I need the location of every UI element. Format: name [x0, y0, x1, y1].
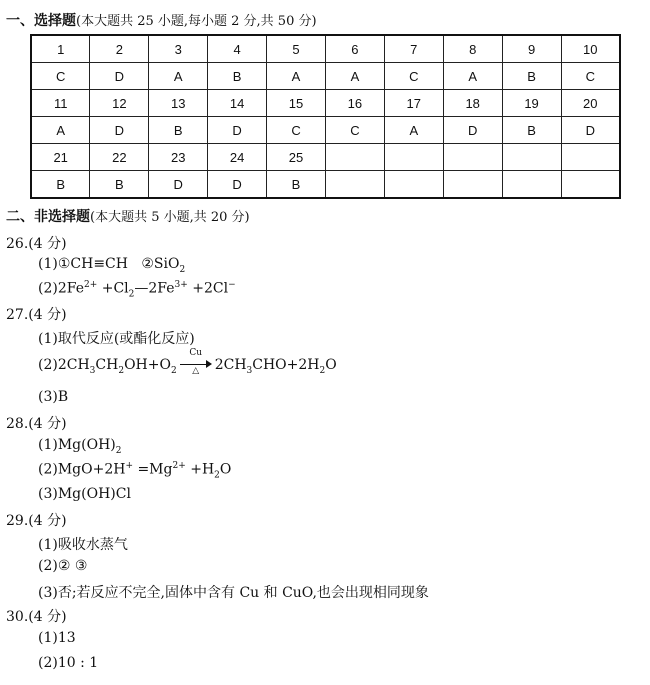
question-number-row: [31, 35, 620, 63]
q26-part2: [38, 280, 236, 299]
answer-cell: A: [267, 63, 326, 90]
q26-p2-b: +Cl: [97, 280, 129, 297]
question-number-cell: 12: [90, 90, 149, 117]
section-1-heading: 一、选择题: [6, 13, 76, 29]
answer-cell: C: [561, 63, 620, 90]
answer-cell: D: [443, 117, 502, 144]
q27-p2-e-sub: 2: [319, 365, 326, 376]
question-number-cell: 20: [561, 90, 620, 117]
question-number-cell: 9: [502, 35, 561, 63]
question-number-cell: 3: [149, 35, 208, 63]
q27-p2-b: CH: [95, 357, 119, 373]
answer-table: [30, 34, 621, 199]
q27-p2-e: CHO+2H: [252, 357, 320, 373]
q28-p1-a-sub: 2: [115, 445, 122, 456]
answer-cell: B: [149, 117, 208, 144]
q30-part1: (1)13: [38, 630, 76, 646]
q26-p2-c-sup: 3+: [174, 280, 188, 290]
question-number-cell: [502, 144, 561, 171]
q28-part2: [38, 461, 231, 480]
q26-p2-a-sup: 2+: [83, 280, 98, 290]
question-number-cell: 7: [384, 35, 443, 63]
section-2-title: [6, 206, 250, 226]
q27-p2-b-sub: 2: [118, 365, 125, 376]
question-number-cell: 21: [31, 144, 90, 171]
question-number-cell: 14: [208, 90, 267, 117]
q26-header: 26.(4 分): [6, 236, 67, 252]
q27-p2-label: (2): [38, 357, 58, 373]
question-number-cell: 22: [90, 144, 149, 171]
answer-row: [31, 117, 620, 144]
question-number-cell: [443, 144, 502, 171]
q29-part3: (3)否;若反应不完全,固体中含有 Cu 和 CuO,也会出现相同现象: [38, 585, 429, 601]
q28-p2-c-sub: 2: [214, 470, 220, 481]
q26-p1-a: ①CH≡CH: [57, 256, 128, 272]
q27-p2-c: OH+O: [124, 357, 171, 373]
q27-p2-a-sub: 3: [89, 365, 96, 376]
q28-p1-a: (1)Mg(OH): [38, 437, 116, 453]
q29-part2: (2)② ③: [38, 558, 88, 574]
answer-row: [31, 171, 620, 199]
answer-cell: [443, 171, 502, 199]
question-number-cell: 4: [208, 35, 267, 63]
answer-cell: A: [384, 117, 443, 144]
q27-p2-a: 2CH: [57, 357, 90, 373]
section-2-heading: 二、非选择题: [6, 209, 90, 225]
q28-part3: (3)Mg(OH)Cl: [38, 486, 131, 502]
answer-cell: C: [31, 63, 90, 90]
question-number-cell: 17: [384, 90, 443, 117]
question-number-cell: 11: [31, 90, 90, 117]
q27-p2-f: O: [325, 357, 337, 373]
q27-header: 27.(4 分): [6, 307, 67, 323]
question-number-cell: 24: [208, 144, 267, 171]
answer-cell: A: [325, 63, 384, 90]
answer-cell: B: [267, 171, 326, 199]
q26-p2-label: (2): [38, 280, 58, 297]
question-number-cell: 10: [561, 35, 620, 63]
answer-cell: B: [502, 63, 561, 90]
q26-p1-b: ②SiO: [141, 256, 180, 272]
q26-p2-d: +2Cl: [187, 280, 229, 297]
answer-cell: B: [90, 171, 149, 199]
question-number-cell: 15: [267, 90, 326, 117]
q28-p2-c: +H: [185, 461, 215, 478]
question-number-cell: 8: [443, 35, 502, 63]
q28-header: 28.(4 分): [6, 416, 67, 432]
answer-cell: [325, 171, 384, 199]
q27-p2-d-sub: 3: [246, 365, 253, 376]
q28-part1: [38, 437, 121, 456]
question-number-cell: 5: [267, 35, 326, 63]
q26-p2-a: 2Fe: [57, 280, 84, 297]
q27-part1: (1)取代反应(或酯化反应): [38, 331, 195, 347]
question-number-cell: 23: [149, 144, 208, 171]
answer-cell: A: [443, 63, 502, 90]
answer-cell: A: [149, 63, 208, 90]
answer-cell: C: [267, 117, 326, 144]
question-number-cell: 1: [31, 35, 90, 63]
answer-cell: [561, 171, 620, 199]
q26-p2-d-sup: −: [228, 280, 236, 290]
answer-cell: D: [90, 117, 149, 144]
answer-cell: B: [31, 171, 90, 199]
q28-p2-a-sup: +: [125, 461, 133, 471]
answer-cell: D: [149, 171, 208, 199]
q30-header: 30.(4 分): [6, 609, 67, 625]
answer-cell: B: [502, 117, 561, 144]
q29-header: 29.(4 分): [6, 513, 67, 529]
question-number-cell: 25: [267, 144, 326, 171]
section-1-note: (本大题共 25 小题,每小题 2 分,共 50 分): [76, 14, 317, 29]
q26-part1: [38, 256, 185, 275]
answer-cell: D: [90, 63, 149, 90]
answer-cell: C: [384, 63, 443, 90]
answer-cell: D: [561, 117, 620, 144]
q27-p2-d: 2CH: [214, 357, 247, 373]
question-number-cell: 18: [443, 90, 502, 117]
question-number-cell: 13: [149, 90, 208, 117]
q27-p2-c-sub: 2: [170, 365, 177, 376]
q27-part3: (3)B: [38, 389, 69, 405]
q26-p2-c: —2Fe: [134, 280, 175, 297]
answer-cell: [502, 171, 561, 199]
q28-p2-b-sup: 2+: [172, 461, 186, 471]
arrow-condition-bottom: △: [192, 366, 200, 376]
answer-cell: [384, 171, 443, 199]
answer-cell: A: [31, 117, 90, 144]
answer-cell: B: [208, 63, 267, 90]
answer-row: [31, 63, 620, 90]
reaction-arrow: [179, 348, 213, 376]
q26-p2-b-sub: 2: [128, 289, 135, 300]
question-number-cell: [325, 144, 384, 171]
answer-cell: D: [208, 171, 267, 199]
question-number-row: [31, 144, 620, 171]
question-number-row: [31, 90, 620, 117]
question-number-cell: 6: [325, 35, 384, 63]
q26-p1-b-sub: 2: [179, 264, 186, 275]
q29-part1: (1)吸收水蒸气: [38, 537, 128, 553]
q28-p2-b: =Mg: [133, 461, 173, 478]
q27-part2: [38, 348, 337, 376]
q28-p2-a: (2)MgO+2H: [38, 461, 126, 478]
section-1-title: [6, 10, 317, 30]
question-number-cell: 16: [325, 90, 384, 117]
question-number-cell: [561, 144, 620, 171]
q28-p2-d: O: [219, 461, 232, 478]
question-number-cell: 19: [502, 90, 561, 117]
q30-part2: (2)10 : 1: [38, 655, 99, 671]
section-2-note: (本大题共 5 小题,共 20 分): [90, 210, 250, 225]
question-number-cell: 2: [90, 35, 149, 63]
q26-p1-label: (1): [38, 256, 58, 272]
question-number-cell: [384, 144, 443, 171]
answer-cell: C: [325, 117, 384, 144]
arrow-condition-top: Cu: [189, 348, 203, 358]
answer-cell: D: [208, 117, 267, 144]
